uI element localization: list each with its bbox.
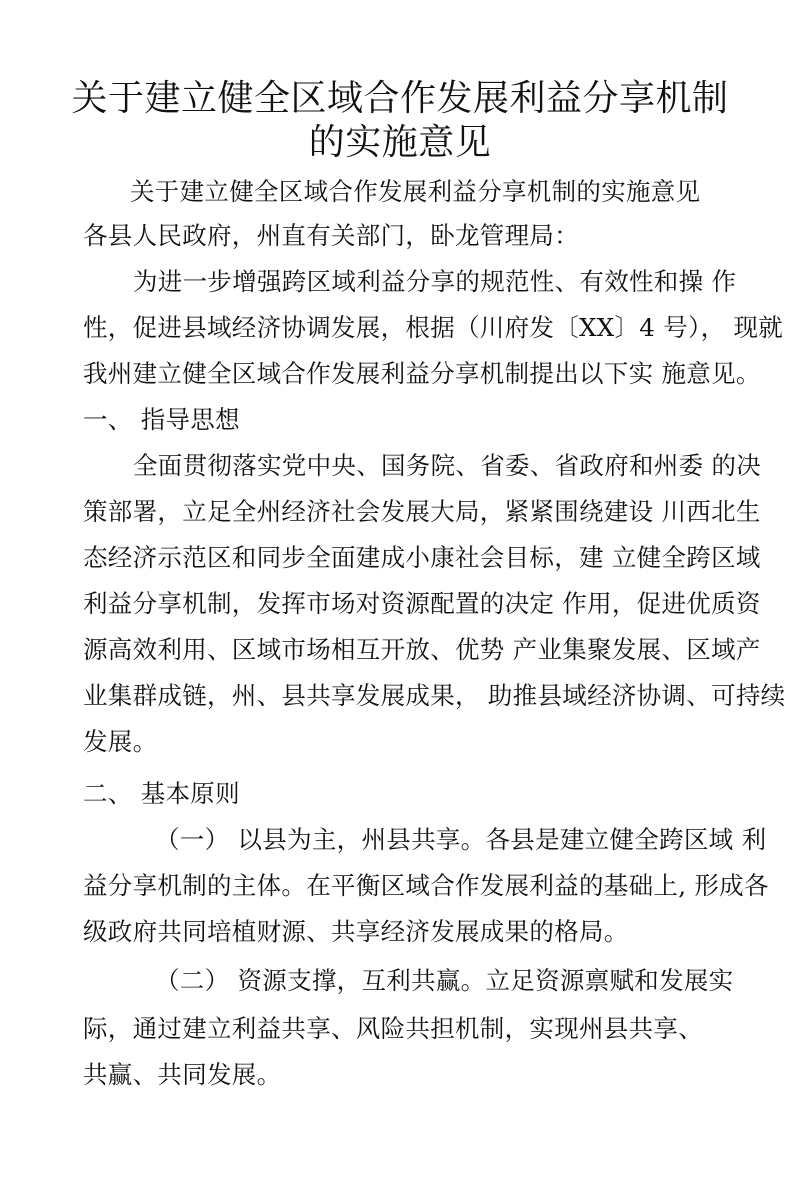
principle-2-line: 共赢、共同发展。 bbox=[83, 1060, 282, 1089]
document-title-line-1: 关于建立健全区域合作发展利益分享机制 bbox=[71, 78, 729, 119]
intro-line: 性，促进县域经济协调发展，根据（川府发〔XX〕4 号）， 现就 bbox=[83, 313, 784, 342]
addressee: 各县人民政府，州直有关部门，卧龙管理局： bbox=[83, 221, 579, 250]
section-1-body-line: 发展。 bbox=[83, 727, 158, 756]
section-1-body-line: 业集群成链，州、县共享发展成果， 助推县域经济协调、可持续 bbox=[83, 681, 786, 710]
section-1-body-line: 利益分享机制，发挥市场对资源配置的决定 作用，促进优质资 bbox=[83, 589, 761, 618]
section-1-body-line: 源高效利用、区域市场相互开放、优势 产业集聚发展、区域产 bbox=[83, 635, 761, 664]
document-title-line-2: 的实施意见 bbox=[308, 122, 492, 163]
section-1-body-line: 全面贯彻落实党中央、国务院、省委、省政府和州委 的决 bbox=[133, 451, 762, 480]
intro-line: 为进一步增强跨区域利益分享的规范性、有效性和操 作 bbox=[133, 267, 737, 296]
section-2-heading: 二、 基本原则 bbox=[83, 779, 240, 808]
intro-line: 我州建立健全区域合作发展利益分享机制提出以下实 施意见。 bbox=[83, 359, 761, 388]
section-1-body-line: 策部署，立足全州经济社会发展大局，紧紧围绕建设 川西北生 bbox=[83, 497, 761, 526]
subtitle: 关于建立健全区域合作发展利益分享机制的实施意见 bbox=[130, 177, 701, 206]
principle-2-line: 际，通过建立利益共享、风险共担机制，实现州县共享、 bbox=[83, 1014, 703, 1043]
principle-1-line: （一） 以县为主，州县共享。各县是建立健全跨区域 利 bbox=[155, 825, 767, 854]
section-1-heading: 一、 指导思想 bbox=[83, 405, 240, 434]
principle-1-line: 级政府共同培植财源、共享经济发展成果的格局。 bbox=[83, 917, 629, 946]
principle-1-line: 益分享机制的主体。在平衡区域合作发展利益的基础上, 形成各 bbox=[83, 871, 769, 900]
section-1-body-line: 态经济示范区和同步全面建成小康社会目标，建 立健全跨区域 bbox=[83, 543, 761, 572]
principle-2-line: （二） 资源支撑，互利共赢。立足资源禀赋和发展实 bbox=[155, 966, 734, 995]
